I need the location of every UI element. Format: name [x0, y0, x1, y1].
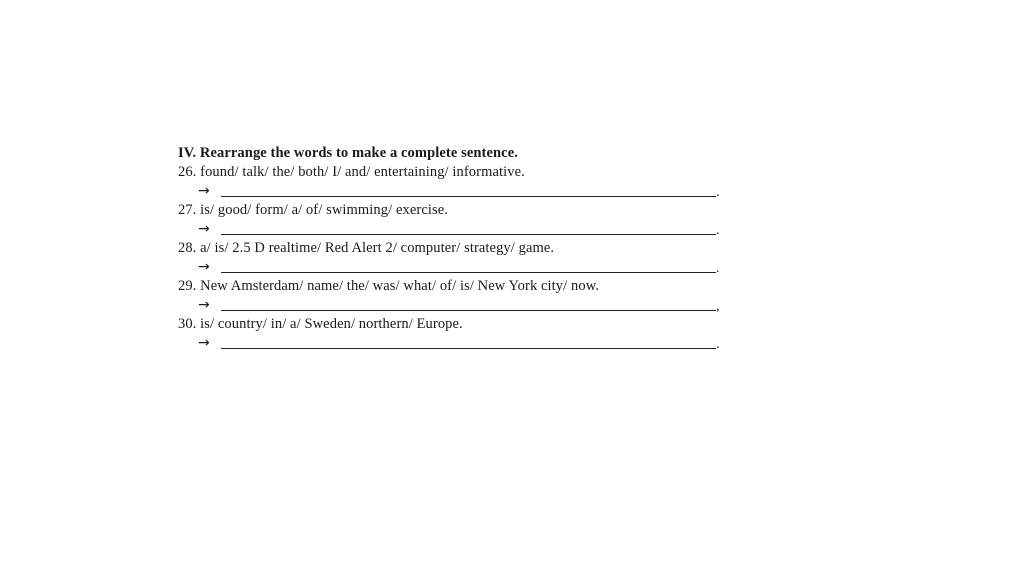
section-heading: IV. Rearrange the words to make a complete sentence. [178, 145, 518, 161]
exercise-item-28 [178, 239, 748, 277]
end-punctuation: . [716, 185, 720, 200]
answer-blank-line[interactable] [221, 310, 716, 311]
answer-row [198, 296, 748, 315]
end-punctuation: . [716, 223, 720, 238]
answer-blank-line[interactable] [221, 196, 716, 197]
exercise-item-26 [178, 163, 748, 201]
question-text: 29. New Amsterdam/ name/ the/ was/ what/ of/ is/ New York city/ now. [178, 278, 600, 294]
arrow-icon: → [198, 221, 210, 237]
end-punctuation: , [716, 299, 720, 314]
end-punctuation: . [716, 337, 720, 352]
worksheet-section [178, 143, 748, 353]
exercise-item-30 [178, 315, 748, 353]
answer-row [198, 334, 748, 353]
answer-blank-line[interactable] [221, 272, 716, 273]
question-text: 27. is/ good/ form/ a/ of/ swimming/ exercise. [178, 202, 448, 218]
question-text: 26. found/ talk/ the/ both/ I/ and/ entertaining/ informative. [178, 164, 525, 180]
question-text: 30. is/ country/ in/ a/ Sweden/ northern/ Europe. [178, 316, 463, 332]
arrow-icon: → [198, 183, 210, 199]
answer-blank-line[interactable] [221, 348, 716, 349]
answer-row [198, 182, 748, 201]
question-text: 28. a/ is/ 2.5 D realtime/ Red Alert 2/ computer/ strategy/ game. [178, 240, 555, 256]
exercise-item-29 [178, 277, 748, 315]
answer-row [198, 258, 748, 277]
arrow-icon: → [198, 297, 210, 313]
arrow-icon: → [198, 335, 210, 351]
arrow-icon: → [198, 259, 210, 275]
answer-blank-line[interactable] [221, 234, 716, 235]
exercise-item-27 [178, 201, 748, 239]
end-punctuation: . [716, 261, 720, 276]
answer-row [198, 220, 748, 239]
